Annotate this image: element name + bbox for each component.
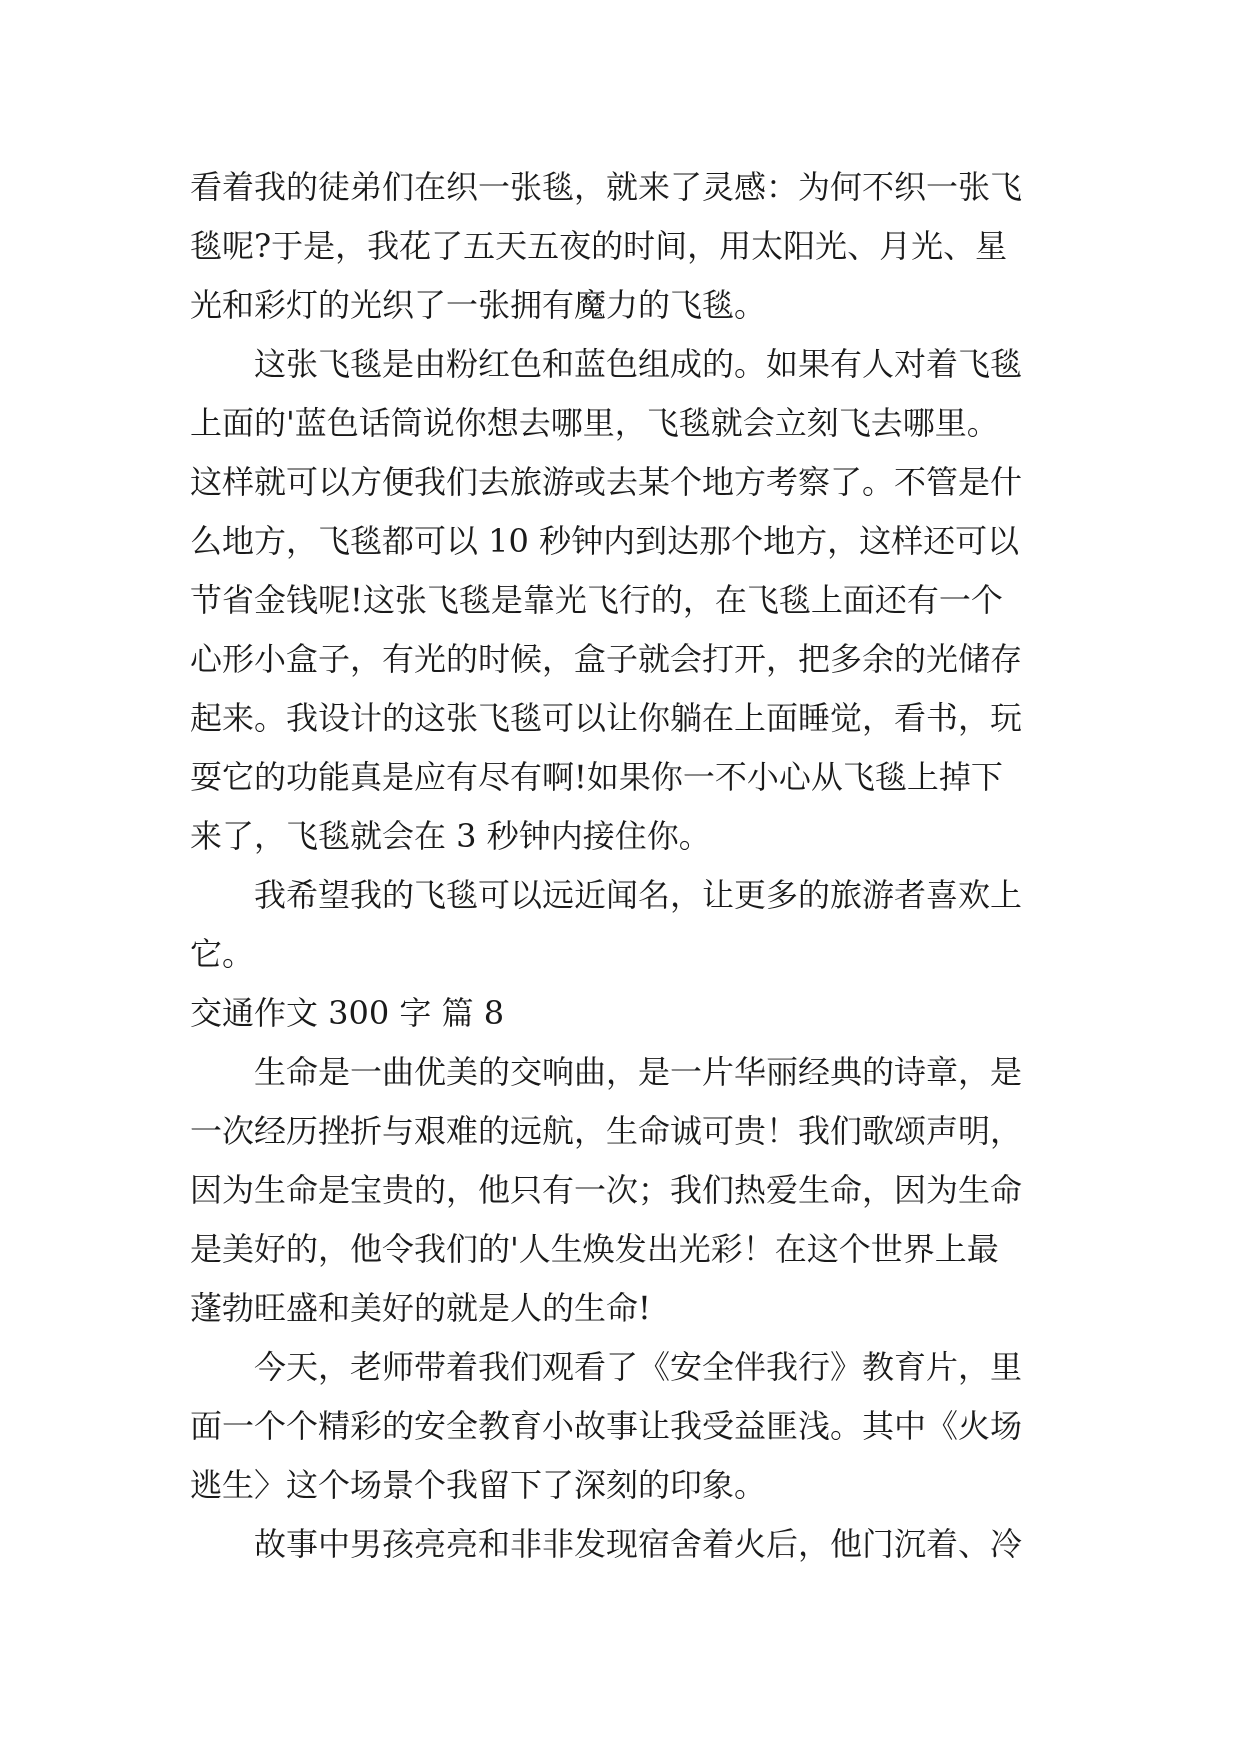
heading-line: 交通作文 300 字 篇 8 [190,994,505,1032]
text-line: 生命是一曲优美的交响曲，是一片华丽经典的诗章，是 [254,1053,1023,1091]
text-line: 心形小盒子，有光的时候，盒子就会打开，把多余的光储存 [190,640,1023,678]
text-line: 起来。我设计的这张飞毯可以让你躺在上面睡觉，看书，玩 [190,699,1023,737]
text-line: 毯呢?于是，我花了五天五夜的时间，用太阳光、月光、星 [190,227,1008,265]
text-line: 看着我的徒弟们在织一张毯，就来了灵感：为何不织一张飞 [190,168,1023,206]
document-body [190,158,1070,1574]
text-line: 逃生〉这个场景个我留下了深刻的印象。 [190,1466,767,1504]
text-line: 因为生命是宝贵的，他只有一次；我们热爱生命，因为生命 [190,1171,1023,1209]
text-line: 这样就可以方便我们去旅游或去某个地方考察了。不管是什 [190,463,1023,501]
paragraph [190,1338,1070,1515]
text-line: 我希望我的飞毯可以远近闻名，让更多的旅游者喜欢上 [254,876,1023,914]
text-line: 耍它的功能真是应有尽有啊!如果你一不小心从飞毯上掉下 [190,758,1003,796]
text-line: 光和彩灯的光织了一张拥有魔力的飞毯。 [190,286,767,324]
text-line: 是美好的，他令我们的'人生焕发出光彩！在这个世界上最 [190,1230,999,1268]
text-line: 么地方，飞毯都可以 10 秒钟内到达那个地方，这样还可以 [190,522,1020,560]
paragraph [190,1515,1070,1574]
text-line: 蓬勃旺盛和美好的就是人的生命! [190,1289,651,1327]
paragraph [190,866,1070,984]
text-line: 来了，飞毯就会在 3 秒钟内接住你。 [190,817,711,855]
text-line: 今天，老师带着我们观看了《安全伴我行》教育片，里 [254,1348,1023,1386]
paragraph [190,1043,1070,1338]
text-line: 一次经历挫折与艰难的远航，生命诚可贵！我们歌颂声明， [190,1112,1023,1150]
text-line: 上面的'蓝色话筒说你想去哪里，飞毯就会立刻飞去哪里。 [190,404,999,442]
paragraph [190,158,1070,335]
text-line: 故事中男孩亮亮和非非发现宿舍着火后，他门沉着、冷 [254,1525,1023,1563]
text-line: 节省金钱呢!这张飞毯是靠光飞行的，在飞毯上面还有一个 [190,581,1003,619]
text-line: 面一个个精彩的安全教育小故事让我受益匪浅。其中《火场 [190,1407,1023,1445]
paragraph [190,335,1070,866]
text-line: 它。 [190,935,255,973]
text-line: 这张飞毯是由粉红色和蓝色组成的。如果有人对着飞毯 [254,345,1023,383]
section-heading [190,984,1070,1043]
